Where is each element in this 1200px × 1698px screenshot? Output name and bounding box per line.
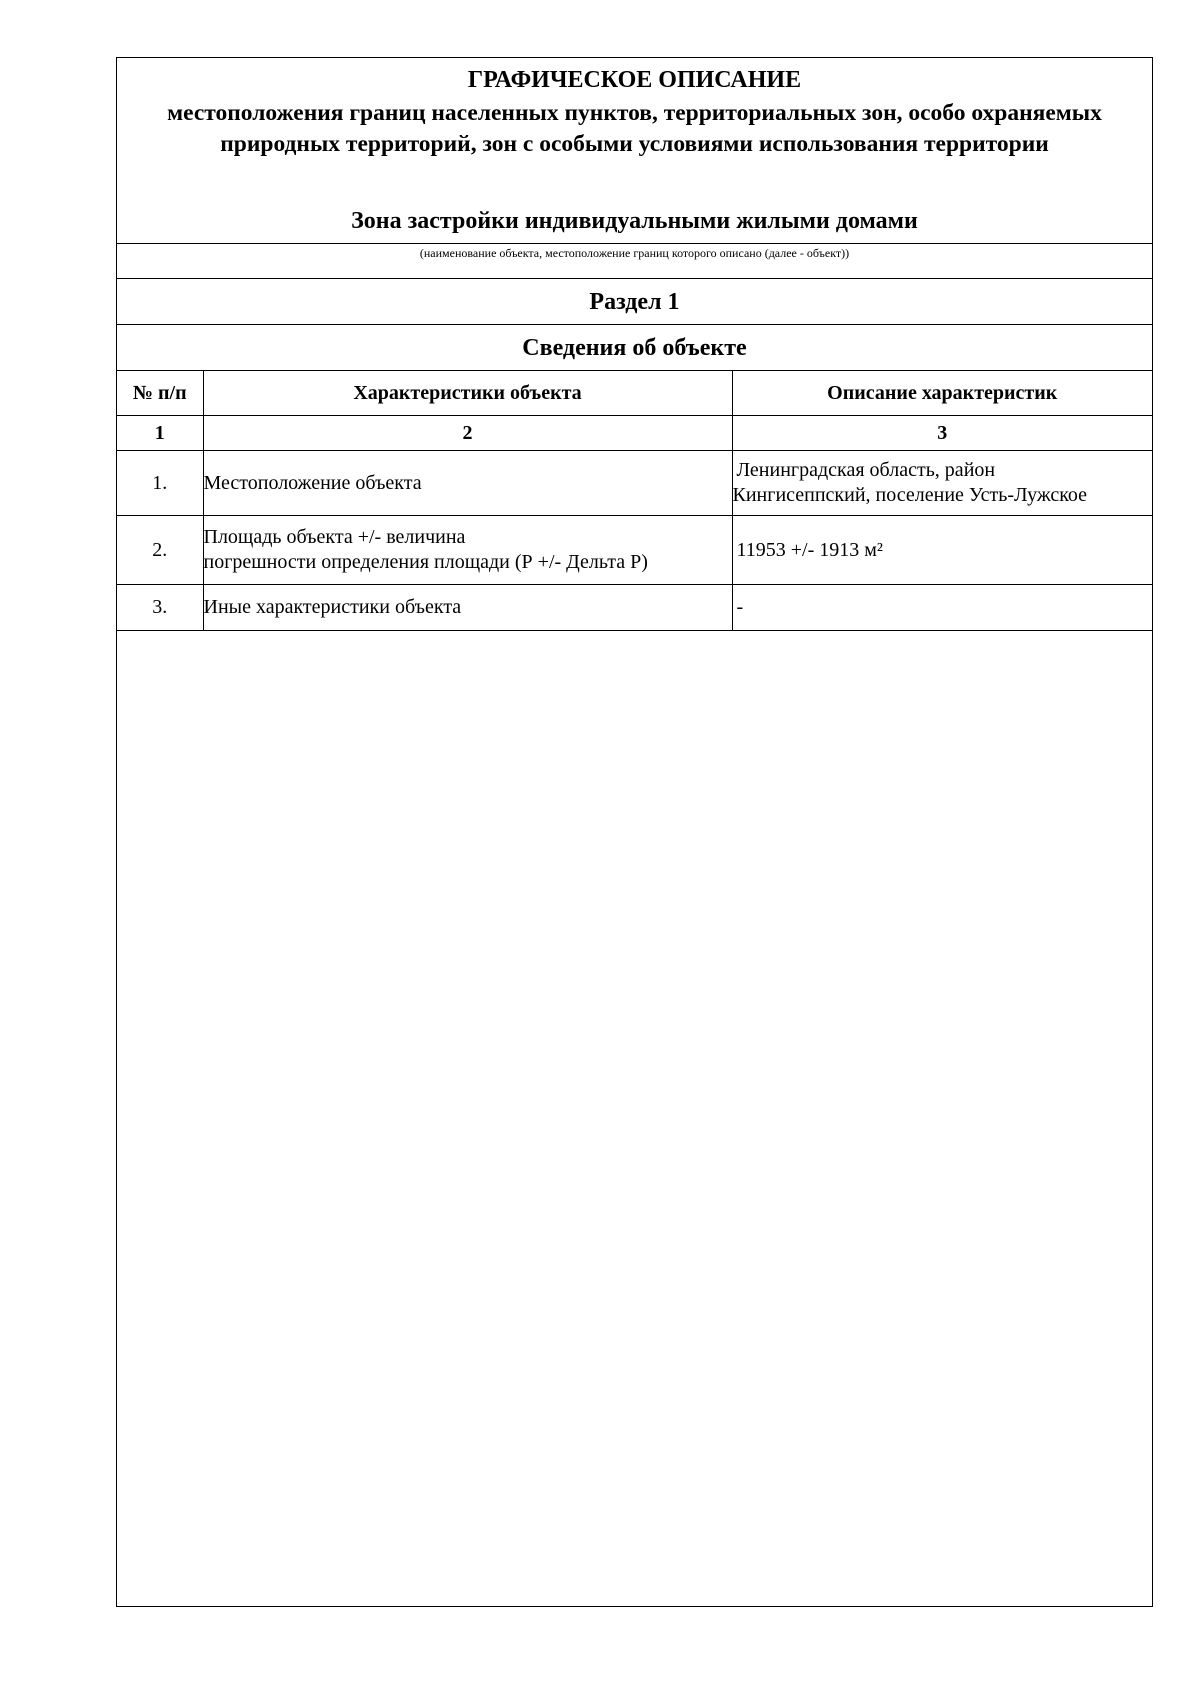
- row-characteristic: [203, 516, 732, 585]
- section-heading: Сведения об объекте: [117, 324, 1152, 370]
- object-name: Зона застройки индивидуальными жилыми домами: [351, 208, 918, 234]
- row-index: 3.: [117, 585, 203, 631]
- column-header-number: № п/п: [117, 371, 203, 416]
- row-characteristic-line: Площадь объекта +/- величина: [203, 526, 466, 548]
- document-header: [117, 58, 1152, 243]
- document-subtitle: местоположения границ населенных пунктов, территориальных зон, особо охраняемых природных территорий, зон с особыми условиями использования территории: [167, 100, 1102, 157]
- row-characteristic-line: Иные характеристики объекта: [203, 596, 462, 618]
- row-description-line: -: [736, 596, 744, 618]
- table-column-numbers-row: [117, 416, 1152, 451]
- table-row: [117, 516, 1152, 585]
- object-info-table: [117, 370, 1152, 631]
- column-number: 1: [117, 416, 203, 451]
- column-number: 3: [732, 416, 1152, 451]
- row-description: [732, 451, 1152, 516]
- row-characteristic-line: погрешности определения площади (Р +/- Дельта Р): [203, 551, 648, 573]
- row-description-line: Кингисеппский, поселение Усть-Лужское: [732, 484, 1088, 506]
- table-row: [117, 451, 1152, 516]
- row-description: [732, 585, 1152, 631]
- row-description-line: Ленинградская область, район: [736, 459, 996, 481]
- column-header-characteristic: Характеристики объекта: [203, 371, 732, 416]
- row-characteristic-line: Местоположение объекта: [203, 471, 422, 494]
- column-header-description: Описание характеристик: [732, 371, 1152, 416]
- row-characteristic: [203, 585, 732, 631]
- table-header-row: [117, 371, 1152, 416]
- row-description: [732, 516, 1152, 585]
- row-index: 1.: [117, 451, 203, 516]
- section-label: Раздел 1: [117, 278, 1152, 324]
- document-frame: [116, 57, 1153, 1607]
- column-number: 2: [203, 416, 732, 451]
- row-index: 2.: [117, 516, 203, 585]
- row-description-line: 11953 +/- 1913 м²: [736, 538, 883, 561]
- object-name-underline: [117, 243, 1152, 244]
- object-name-caption: (наименование объекта, местоположение границ которого описано (далее - объект)): [419, 246, 850, 260]
- row-characteristic: [203, 451, 732, 516]
- document-title: ГРАФИЧЕСКОЕ ОПИСАНИЕ: [467, 67, 802, 93]
- table-row: [117, 585, 1152, 631]
